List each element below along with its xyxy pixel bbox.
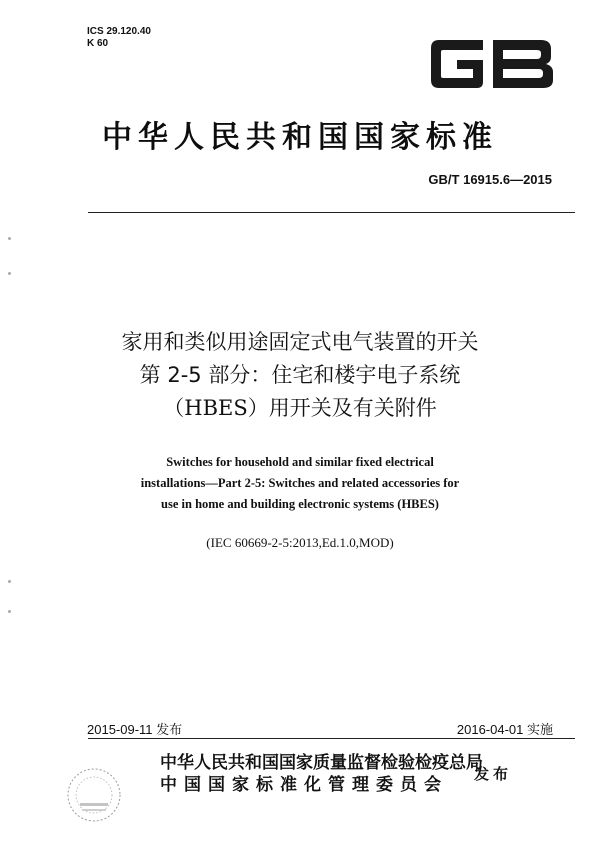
english-title-line-2: installations—Part 2-5: Switches and related accessories for	[140, 476, 460, 490]
margin-mark	[8, 272, 11, 275]
chinese-title	[0, 326, 600, 425]
issue-date: 2015-09-11 发布	[87, 722, 183, 737]
issuer-sac: 中国国家标准化管理委员会	[160, 775, 448, 795]
chinese-title-line-2: 第 2-5 部分：住宅和楼宇电子系统	[139, 363, 461, 387]
chinese-title-line-3: （HBES）用开关及有关附件	[163, 396, 437, 420]
header-divider	[88, 212, 575, 213]
library-stamp	[64, 765, 124, 825]
standard-number: GB/T 16915.6—2015	[428, 172, 552, 187]
english-title-line-3: use in home and building electronic systems (HBES)	[161, 497, 439, 511]
logo-text: GB	[427, 38, 429, 39]
issue-word: 发布	[474, 765, 513, 783]
issuer-aqsiq: 中华人民共和国国家质量监督检验检疫总局	[160, 753, 483, 773]
gb-logo	[427, 38, 557, 90]
margin-mark	[8, 610, 11, 613]
issuing-authorities	[160, 752, 483, 796]
chinese-title-line-1: 家用和类似用途固定式电气装置的开关	[121, 330, 479, 354]
implementation-date: 2016-04-01 实施	[456, 722, 553, 737]
ics-code: ICS 29.120.40	[87, 26, 151, 37]
english-title-line-1: Switches for household and similar fixed electrical	[166, 455, 434, 469]
footer-divider	[88, 738, 575, 739]
classification-codes	[87, 26, 151, 50]
iec-reference: (IEC 60669-2-5:2013,Ed.1.0,MOD)	[206, 535, 394, 550]
ccs-code: K 60	[87, 38, 109, 49]
english-title	[0, 452, 600, 515]
national-standard-title: 中华人民共和国国家标准	[102, 120, 498, 155]
margin-mark	[8, 580, 11, 583]
margin-mark	[8, 237, 11, 240]
